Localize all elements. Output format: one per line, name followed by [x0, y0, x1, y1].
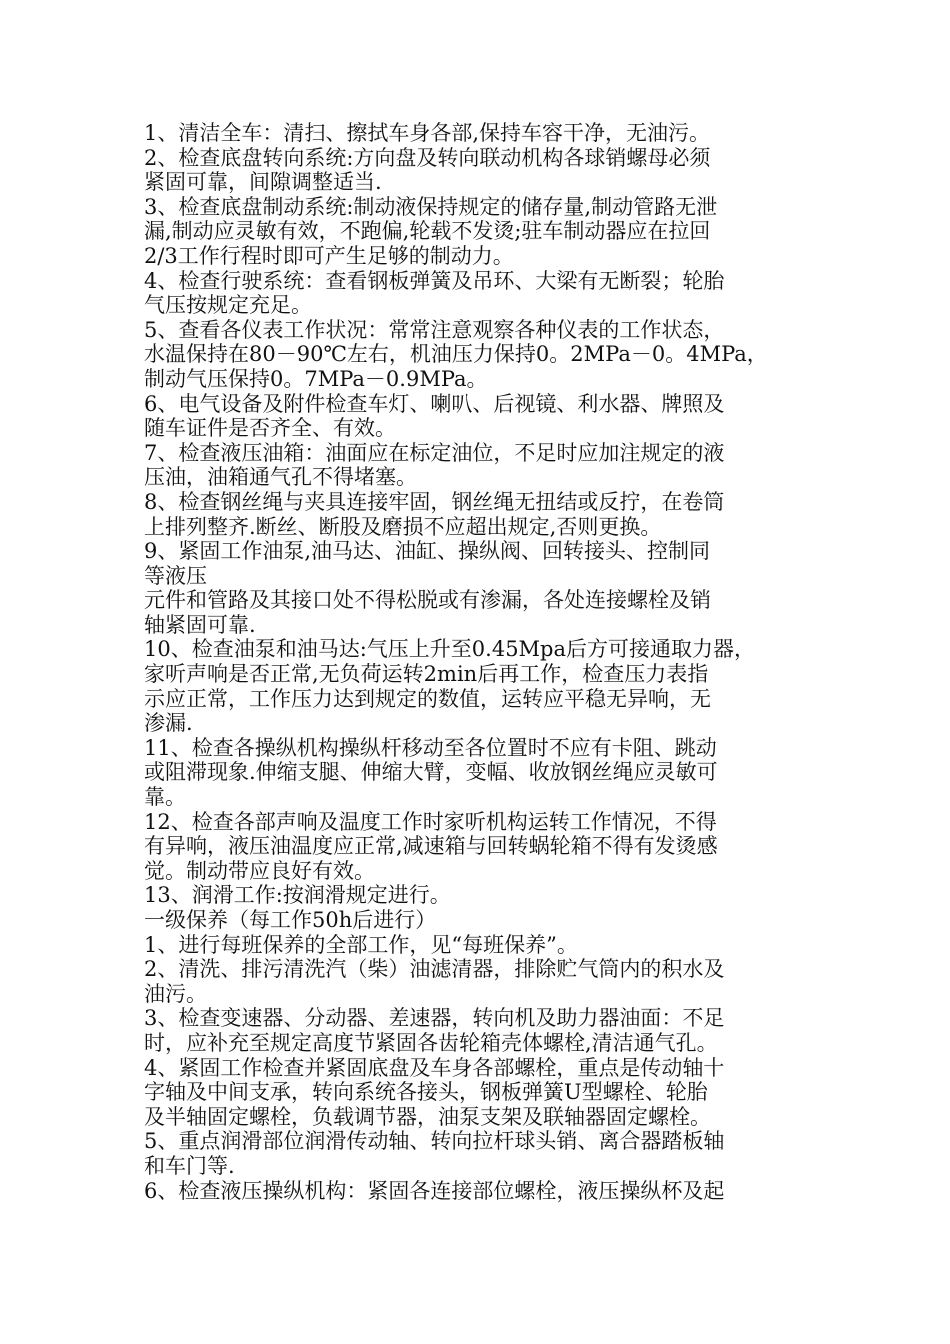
text-line: 5、查看各仪表工作状况：常常注意观察各种仪表的工作状态， — [144, 317, 725, 342]
text-line: 3、检查变速器、分动器、差速器，转向机及助力器油面：不足 — [144, 1006, 725, 1031]
text-line: 轴紧固可靠. — [144, 612, 256, 637]
text-line: 靠。 — [144, 785, 186, 810]
text-line: 或阻滞现象.伸缩支腿、伸缩大臂，变幅、收放钢丝绳应灵敏可 — [144, 760, 718, 785]
text-line: 6、检查液压操纵机构：紧固各连接部位螺栓，液压操纵杯及起 — [144, 1178, 725, 1203]
text-line: 12、检查各部声响及温度工作时家听机构运转工作情况，不得 — [144, 809, 717, 834]
text-line: 等液压 — [144, 563, 207, 588]
text-line: 9、紧固工作油泵,油马达、油缸、操纵阀、回转接头、控制同 — [144, 539, 711, 564]
text-line: 6、电气设备及附件检查车灯、喇叭、后视镜、利水器、牌照及 — [144, 391, 725, 416]
text-line: 紧固可靠，间隙调整适当. — [144, 170, 382, 195]
text-line: 4、检查行驶系统：查看钢板弹簧及吊环、大梁有无断裂；轮胎 — [144, 268, 725, 293]
text-line: 随车证件是否齐全、有效。 — [144, 416, 396, 441]
text-line: 2、清洗、排污清洗汽（柴）油滤清器，排除贮气筒内的积水及 — [144, 957, 725, 982]
text-line: 13、润滑工作:按润滑规定进行。 — [144, 883, 451, 908]
text-line: 水温保持在80－90℃左右，机油压力保持0。2MPa－0。4MPa， — [144, 342, 768, 367]
text-line: 4、紧固工作检查并紧固底盘及车身各部螺栓，重点是传动轴十 — [144, 1055, 725, 1080]
text-line: 8、检查钢丝绳与夹具连接牢固，钢丝绳无扭结或反拧，在卷筒 — [144, 489, 725, 514]
text-line: 2、检查底盘转向系统:方向盘及转向联动机构各球销螺母必须 — [144, 145, 711, 170]
text-line: 制动气压保持0。7MPa－0.9MPa。 — [144, 366, 488, 391]
text-line: 7、检查液压油箱：油面应在标定油位，不足时应加注规定的液 — [144, 440, 725, 465]
text-line: 气压按规定充足。 — [144, 293, 312, 318]
text-line: 字轴及中间支承，转向系统各接头，钢板弹簧U型螺栓、轮胎 — [144, 1080, 708, 1105]
text-line: 觉。制动带应良好有效。 — [144, 858, 375, 883]
text-line: 1、清洁全车：清扫、擦拭车身各部,保持车容干净，无油污。 — [144, 121, 711, 145]
text-line: 上排列整齐.断丝、断股及磨损不应超出规定,否则更换。 — [144, 514, 662, 539]
text-line: 元件和管路及其接口处不得松脱或有渗漏，各处连接螺栓及销 — [144, 588, 711, 613]
text-line: 和车门等. — [144, 1153, 235, 1178]
text-line: 10、检查油泵和油马达:气压上升至0.45Mpa后方可接通取力器， — [144, 637, 756, 662]
text-line: 漏,制动应灵敏有效，不跑偏,轮载不发烫;驻车制动器应在拉回 — [144, 219, 711, 244]
document-body — [144, 121, 814, 1203]
text-line: 渗漏. — [144, 711, 193, 736]
text-line: 家听声响是否正常,无负荷运转2min后再工作，检查压力表指 — [144, 662, 709, 687]
text-line: 3、检查底盘制动系统:制动液保持规定的储存量,制动管路无泄 — [144, 194, 718, 219]
text-line: 有异响，液压油温度应正常,减速箱与回转蜗轮箱不得有发烫感 — [144, 834, 718, 859]
text-line: 压油，油箱通气孔不得堵塞。 — [144, 465, 417, 490]
text-line: 5、重点润滑部位润滑传动轴、转向拉杆球头销、离合器踏板轴 — [144, 1129, 725, 1154]
text-line: 2/3工作行程时即可产生足够的制动力。 — [144, 243, 514, 268]
text-line: 11、检查各操纵机构操纵杆移动至各位置时不应有卡阻、跳动 — [144, 735, 717, 760]
text-line: 时，应补充至规定高度节紧固各齿轮箱壳体螺栓,清洁通气孔。 — [144, 1030, 718, 1055]
text-line: 示应正常，工作压力达到规定的数值，运转应平稳无异响，无 — [144, 686, 711, 711]
text-line: 及半轴固定螺栓，负载调节器，油泵支架及联轴器固定螺栓。 — [144, 1104, 711, 1129]
text-line: 油污。 — [144, 981, 207, 1006]
text-line: 一级保养（每工作50h后进行） — [144, 908, 437, 932]
text-line: 1、进行每班保养的全部工作，见“每班保养”。 — [144, 932, 578, 957]
